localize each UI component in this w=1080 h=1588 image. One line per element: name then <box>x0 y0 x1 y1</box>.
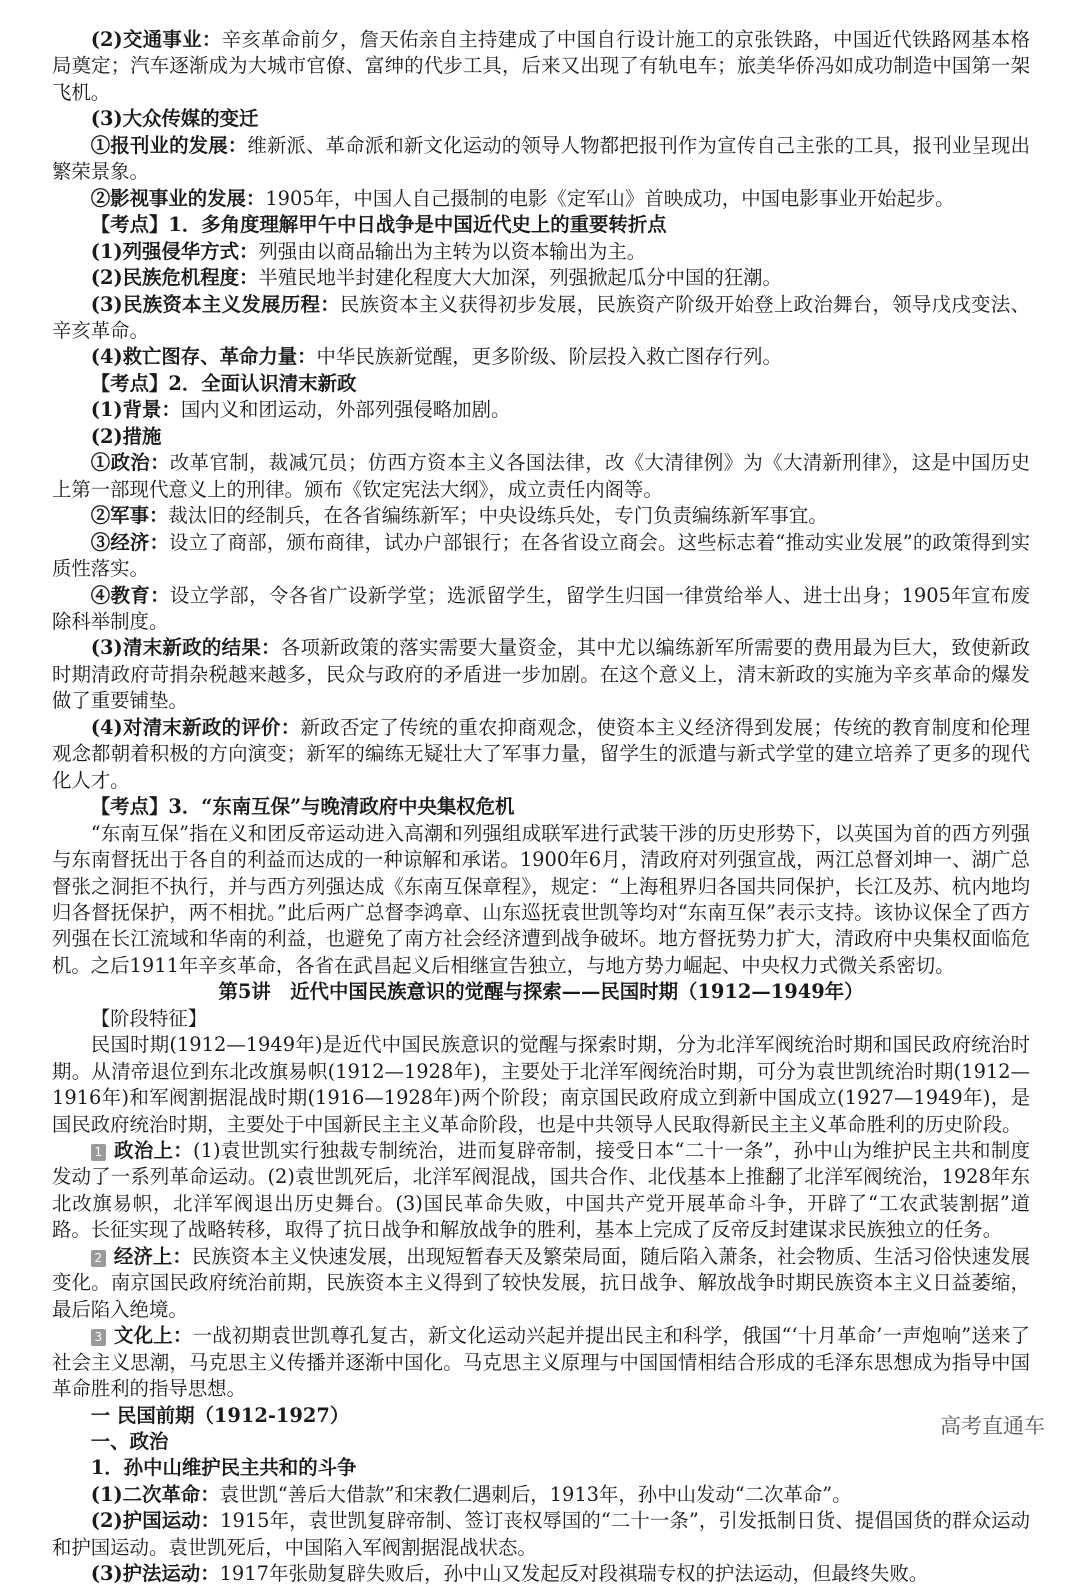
paragraph-text: 辛亥革命前夕，詹天佑亲自主持建成了中国自行设计施工的京张铁路，中国近代铁路网基本格局奠定；汽车逐渐成为大城市官僚、富绅的代步工具，后来又出现了有轨电车；旅美华侨冯如成功制造中国第一架飞机。 <box>52 28 1031 104</box>
paragraph-label: (3)护法运动： <box>90 1562 220 1586</box>
paragraph <box>52 1482 1030 1508</box>
paragraph <box>52 186 1030 212</box>
lecture-title: 第5讲 近代中国民族意识的觉醒与探索——民国时期（1912—1949年） <box>218 980 864 1004</box>
paragraph-text: 半殖民地半封建化程度大大加深，列强掀起瓜分中国的狂潮。 <box>258 266 782 290</box>
paragraph-label: 【考点】1．多角度理解甲午中日战争是中国近代史上的重要转折点 <box>90 213 667 237</box>
paragraph-label: 【考点】2．全面认识清末新政 <box>90 371 357 395</box>
paragraph <box>52 344 1030 370</box>
paragraph <box>52 1508 1030 1561</box>
heading <box>52 1403 1030 1429</box>
heading <box>52 106 1030 132</box>
watermark: 高考直通车 <box>940 1414 1045 1438</box>
paragraph-label: ①报刊业的发展： <box>90 133 248 157</box>
feature-paragraph <box>52 1138 1030 1244</box>
paragraph-label: (2)护国运动： <box>90 1509 221 1533</box>
paragraph-label: ①政治： <box>90 451 170 475</box>
paragraph-label: 一、政治 <box>90 1430 169 1454</box>
paragraph-label: 一 民国前期（1912-1927） <box>90 1403 350 1427</box>
paragraph <box>52 715 1030 794</box>
number-badge-icon: 1 <box>91 1144 106 1161</box>
paragraph-label: ②影视事业的发展： <box>90 186 266 210</box>
paragraph-text: 国内义和团运动，外部列强侵略加剧。 <box>180 398 511 422</box>
number-badge-icon: 3 <box>91 1329 106 1346</box>
paragraph-label: 【考点】3．“东南互保”与晚清政府中央集权危机 <box>90 795 515 819</box>
feature-text: (1)袁世凯实行独裁专制统治，进而复辟帝制，接受日本“二十一条”，孙中山为维护民主共和制度发动了一系列革命运动。(2)袁世凯死后，北洋军阀混战，国共合作、北伐基本上推翻了北洋军阀统治，1928年东北改旗易帜，北洋军阀退出历史舞台。(3)国民革命失败，中国共产党开展革命斗争，开辟了“工农武装割据”道路。长征实现了战略转移，取得了抗日战争和解放战争的胜利，基本上完成了反帝反封建谋求民族独立的任务。 <box>52 1139 1031 1242</box>
heading <box>52 1455 1030 1481</box>
paragraph-text: 维新派、革命派和新文化运动的领导人物都把报刊作为宣传自己主张的工具，报刊业呈现出繁荣景象。 <box>52 133 1031 184</box>
paragraph-label: 1．孙中山维护民主共和的斗争 <box>90 1456 357 1480</box>
feature-text: 民族资本主义快速发展，出现短暂春天及繁荣局面，随后陷入萧条，社会物质、生活习俗快速发展变化。南京国民政府统治前期，民族资本主义得到了较快发展，抗日战争、解放战争时期民族资本主义日益萎缩，最后陷入绝境。 <box>52 1244 1030 1321</box>
stage-heading: 【阶段特征】 <box>90 1006 208 1030</box>
heading <box>52 424 1030 450</box>
paragraph-text: 各项新政策的落实需要大量资金，其中尤以编练新军所需要的费用最为巨大，致使新政时期清政府苛捐杂税越来越多，民众与政府的矛盾进一步加剧。在这个意义上，清末新政的实施为辛亥革命的爆发做了重要铺垫。 <box>52 636 1031 713</box>
paragraph-text: 中华民族新觉醒，更多阶级、阶层投入救亡图存行列。 <box>316 345 782 369</box>
paragraph <box>52 397 1030 423</box>
paragraph-text: 裁汰旧的经制兵，在各省编练新军；中央设练兵处，专门负责编练新军事宜。 <box>168 504 828 528</box>
paragraph <box>52 503 1030 529</box>
paragraph-text: 民族资本主义获得初步发展，民族资产阶级开始登上政治舞台，领导戊戌变法、辛亥革命。 <box>52 292 1030 342</box>
paragraph <box>52 530 1030 583</box>
paragraph-text: 改革官制，裁减冗员；仿西方资本主义各国法律，改《大清律例》为《大清新刑律》，这是中国历史上第一部现代意义上的刑律。颁布《钦定宪法大纲》，成立责任内阁等。 <box>52 451 1030 501</box>
paragraph <box>52 265 1030 291</box>
paragraph-label: (4)救亡图存、革命力量： <box>90 345 317 369</box>
paragraph-label: (1)二次革命： <box>90 1482 220 1506</box>
paragraph-label: ②军事： <box>90 504 169 528</box>
paragraph-text: 设立了商部，颁布商律，试办户部银行；在各省设立商会。这些标志着“推动实业发展”的政策得到实质性落实。 <box>52 530 1030 581</box>
paragraph-label: (1)列强侵华方式： <box>90 239 259 263</box>
heading <box>52 371 1030 397</box>
heading <box>52 794 1030 820</box>
paragraph-label: ③经济： <box>90 530 170 554</box>
paragraph-label: (3)大众传媒的变迁 <box>90 107 259 131</box>
feature-paragraph <box>52 1244 1030 1323</box>
paragraph-text: 新政否定了传统的重农抑商观念，使资本主义经济得到发展；传统的教育制度和伦理观念都朝着积极的方向演变；新军的编练无疑壮大了军事力量，留学生的派遣与新式学堂的建立培养了更多的现代化人才。 <box>52 715 1030 792</box>
heading <box>52 1429 1030 1455</box>
paragraph-text: 1917年张勋复辟失败后，孙中山又发起反对段祺瑞专权的护法运动，但最终失败。 <box>219 1562 929 1586</box>
paragraph-label: (2)措施 <box>90 424 162 448</box>
document-page <box>52 27 1030 1588</box>
paragraph-label: (1)背景： <box>90 398 181 422</box>
paragraph-text: 列强由以商品输出为主转为以资本输出为主。 <box>258 239 647 263</box>
stage-intro: 民国时期(1912—1949年)是近代中国民族意识的觉醒与探索时期，分为北洋军阀统治时期和国民政府统治时期。从清帝退位到东北改旗易帜(1912—1928年)，主要处于北洋军阀统治时期，可分为袁世凯统治时期(1912—1916年)和军阀割据混战时期(1916—1928年)两个阶段；南京国民政府成立到新中国成立(1927—1949年)，是国民政府统治时期，主要处于中国新民主主义革命阶段，也是中共领导人民取得新民主主义革命胜利的历史阶段。 <box>52 1033 1030 1136</box>
paragraph <box>52 133 1030 186</box>
feature-label: 政治上： <box>113 1139 194 1163</box>
paragraph-text: 设立学部，令各省广设新学堂；选派留学生，留学生归国一律赏给举人、进士出身；1905年宣布废除科举制度。 <box>52 583 1030 633</box>
paragraph <box>52 450 1030 503</box>
paragraph <box>52 1561 1030 1587</box>
paragraph <box>52 821 1030 980</box>
paragraph-label: ④教育： <box>90 583 170 607</box>
paragraph <box>52 583 1030 636</box>
paragraph <box>52 239 1030 265</box>
paragraph-label: (2)交通事业： <box>90 28 222 51</box>
paragraph-text: 1915年，袁世凯复辟帝制、签订丧权辱国的“二十一条”，引发抵制日货、提倡国货的群众运动和护国运动。袁世凯死后，中国陷入军阀割据混战状态。 <box>52 1509 1030 1559</box>
paragraph-text: “东南互保”指在义和团反帝运动进入高潮和列强组成联军进行武装干涉的历史形势下，以英国为首的西方列强与东南督抚出于各自的利益而达成的一种谅解和承诺。1900年6月，清政府对列强宣战，两江总督刘坤一、湖广总督张之洞拒不执行，并与西方列强达成《东南互保章程》，规定：“上海租界归各国共同保护，长江及苏、杭内地均归各督抚保护，两不相扰。”此后两广总督李鸿章、山东巡抚袁世凯等均对“东南互保”表示支持。该协议保全了西方列强在长江流域和华南的利益，也避免了南方社会经济遭到战争破坏。地方督抚势力扩大，清政府中央集权面临危机。之后1911年辛亥革命，各省在武昌起义后相继宣告独立，与地方势力崛起、中央权力式微关系密切。 <box>52 821 1030 977</box>
paragraph-label: (3)民族资本主义发展历程： <box>90 292 340 316</box>
section-qing-reform <box>52 27 1030 979</box>
paragraph <box>52 292 1030 345</box>
paragraph-text: 1905年，中国人自己摄制的电影《定军山》首映成功，中国电影事业开始起步。 <box>265 186 955 210</box>
section-early-republic <box>52 1403 1030 1588</box>
feature-label: 经济上： <box>113 1244 192 1268</box>
paragraph-label: (3)清末新政的结果： <box>90 636 281 660</box>
paragraph-label: (2)民族危机程度： <box>90 266 259 290</box>
paragraph-text: 袁世凯“善后大借款”和宋教仁遇刺后，1913年，孙中山发动“二次革命”。 <box>219 1482 852 1506</box>
heading <box>52 212 1030 238</box>
paragraph <box>52 27 1030 106</box>
feature-label: 文化上： <box>113 1324 193 1348</box>
paragraph-label: (4)对清末新政的评价： <box>90 715 301 739</box>
number-badge-icon: 2 <box>91 1250 106 1267</box>
section-features <box>52 1138 1030 1403</box>
feature-paragraph <box>52 1323 1030 1402</box>
feature-text: 一战初期袁世凯尊孔复古，新文化运动兴起并提出民主和科学，俄国“‘十月革命’一声炮响”送来了社会主义思潮，马克思主义传播并逐渐中国化。马克思主义原理与中国国情相结合形成的毛泽东思想成为指导中国革命胜利的指导思想。 <box>52 1324 1031 1401</box>
paragraph <box>52 635 1030 714</box>
